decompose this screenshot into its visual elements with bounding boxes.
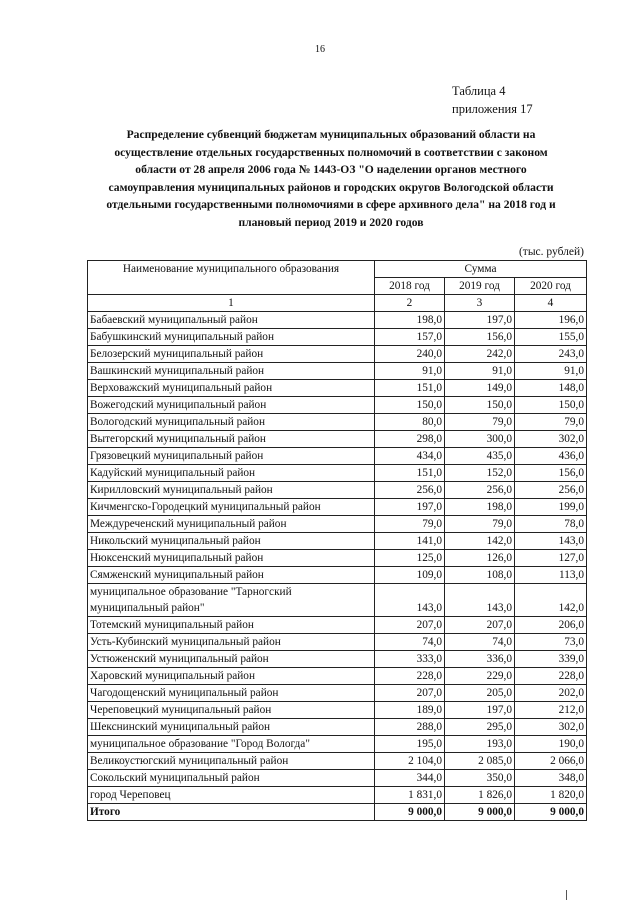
- value-2019-cell: 79,0: [445, 414, 515, 431]
- district-name-cell: Вологодский муниципальный район: [88, 414, 375, 431]
- value-2020-cell: 148,0: [515, 380, 587, 397]
- value-2018-cell: 80,0: [375, 414, 445, 431]
- value-2018-cell: 74,0: [375, 634, 445, 651]
- value-2019-cell: 205,0: [445, 685, 515, 702]
- value-2019-cell: 193,0: [445, 736, 515, 753]
- col-number-1: 1: [88, 295, 375, 312]
- value-2020-cell: 127,0: [515, 550, 587, 567]
- district-name-cell: Бабушкинский муниципальный район: [88, 329, 375, 346]
- table-body: [88, 312, 587, 821]
- value-2020-cell: 155,0: [515, 329, 587, 346]
- value-2019-cell: 79,0: [445, 516, 515, 533]
- district-name-cell: город Череповец: [88, 787, 375, 804]
- value-2019-cell: 435,0: [445, 448, 515, 465]
- col-number-3: 3: [445, 295, 515, 312]
- value-2018-cell: 157,0: [375, 329, 445, 346]
- table-row: [88, 533, 587, 550]
- value-2018-cell: 288,0: [375, 719, 445, 736]
- table-row: [88, 584, 587, 617]
- district-name-cell: Сямженский муниципальный район: [88, 567, 375, 584]
- district-name-cell: Череповецкий муниципальный район: [88, 702, 375, 719]
- value-2020-cell: 212,0: [515, 702, 587, 719]
- value-2018-cell: 2 104,0: [375, 753, 445, 770]
- units-label: (тыс. рублей): [518, 246, 584, 258]
- district-name-cell: Вытегорский муниципальный район: [88, 431, 375, 448]
- table-row: [88, 702, 587, 719]
- district-name-cell: Вожегодский муниципальный район: [88, 397, 375, 414]
- table-row: [88, 770, 587, 787]
- table-row: [88, 414, 587, 431]
- value-2020-cell: 2 066,0: [515, 753, 587, 770]
- table-row: [88, 719, 587, 736]
- value-2019-cell: 197,0: [445, 312, 515, 329]
- district-name-cell: Кичменгско-Городецкий муниципальный район: [88, 499, 375, 516]
- value-2019-cell: 256,0: [445, 482, 515, 499]
- subvention-table: [87, 260, 587, 821]
- document-title: Распределение субвенций бюджетам муниципальных образований области на осуществление отдельных государственных полномочий в соответствии с законом области от 28 апреля 2006 года № 1443-ОЗ "О наделении органов местного самоуправления муниципальных районов и городских округов Вологодской области отдельными государственными полномочиями в сфере архивного дела" на 2018 год и плановый период 2019 и 2020 годов: [106, 128, 556, 229]
- district-name-cell: Междуреченский муниципальный район: [88, 516, 375, 533]
- district-name-cell: муниципальное образование "Тарногский муниципальный район": [88, 584, 375, 617]
- value-2019-cell: 152,0: [445, 465, 515, 482]
- value-2019-cell: 295,0: [445, 719, 515, 736]
- table-row: [88, 550, 587, 567]
- value-2020-cell: 150,0: [515, 397, 587, 414]
- value-2019-cell: 350,0: [445, 770, 515, 787]
- table-row: [88, 736, 587, 753]
- value-2018-cell: 109,0: [375, 567, 445, 584]
- col-number-2: 2: [375, 295, 445, 312]
- district-name-cell: Грязовецкий муниципальный район: [88, 448, 375, 465]
- table-caption: [452, 82, 533, 118]
- value-2020-cell: 256,0: [515, 482, 587, 499]
- value-2018-cell: 1 831,0: [375, 787, 445, 804]
- district-name-cell: Чагодощенский муниципальный район: [88, 685, 375, 702]
- table-row: [88, 634, 587, 651]
- value-2020-cell: 143,0: [515, 533, 587, 550]
- header-year-2018: 2018 год: [375, 278, 445, 295]
- value-2018-cell: 434,0: [375, 448, 445, 465]
- table-row: [88, 516, 587, 533]
- value-2018-cell: 151,0: [375, 380, 445, 397]
- value-2020-cell: 302,0: [515, 719, 587, 736]
- value-2020-cell: 91,0: [515, 363, 587, 380]
- table-row: [88, 346, 587, 363]
- value-2019-cell: 126,0: [445, 550, 515, 567]
- table-row: [88, 363, 587, 380]
- value-2020-cell: 1 820,0: [515, 787, 587, 804]
- value-2019-cell: 150,0: [445, 397, 515, 414]
- header-name: Наименование муниципального образования: [88, 261, 375, 295]
- district-name-cell: Кирилловский муниципальный район: [88, 482, 375, 499]
- value-2018-cell: 228,0: [375, 668, 445, 685]
- value-2019-cell: 143,0: [445, 584, 515, 617]
- district-name-cell: Харовский муниципальный район: [88, 668, 375, 685]
- value-2019-cell: 207,0: [445, 617, 515, 634]
- value-2018-cell: 197,0: [375, 499, 445, 516]
- value-2019-cell: 149,0: [445, 380, 515, 397]
- district-name-cell: муниципальное образование "Город Вологда": [88, 736, 375, 753]
- value-2020-cell: 302,0: [515, 431, 587, 448]
- value-2018-cell: 91,0: [375, 363, 445, 380]
- value-2019-cell: 229,0: [445, 668, 515, 685]
- value-2020-cell: 190,0: [515, 736, 587, 753]
- value-2020-cell: 79,0: [515, 414, 587, 431]
- value-2019-cell: 142,0: [445, 533, 515, 550]
- district-name-cell: Шекснинский муниципальный район: [88, 719, 375, 736]
- value-2020-cell: 202,0: [515, 685, 587, 702]
- value-2018-cell: 189,0: [375, 702, 445, 719]
- value-2019-cell: 108,0: [445, 567, 515, 584]
- value-2020-cell: 348,0: [515, 770, 587, 787]
- value-2019-cell: 9 000,0: [445, 804, 515, 821]
- table-row: [88, 668, 587, 685]
- value-2020-cell: 78,0: [515, 516, 587, 533]
- district-name-cell: Тотемский муниципальный район: [88, 617, 375, 634]
- district-name-cell: Устюженский муниципальный район: [88, 651, 375, 668]
- table-row: [88, 448, 587, 465]
- value-2018-cell: 198,0: [375, 312, 445, 329]
- value-2018-cell: 150,0: [375, 397, 445, 414]
- value-2020-cell: 73,0: [515, 634, 587, 651]
- value-2020-cell: 142,0: [515, 584, 587, 617]
- value-2019-cell: 91,0: [445, 363, 515, 380]
- value-2019-cell: 198,0: [445, 499, 515, 516]
- value-2018-cell: 141,0: [375, 533, 445, 550]
- table-row: [88, 753, 587, 770]
- value-2018-cell: 79,0: [375, 516, 445, 533]
- district-name-cell: Нюксенский муниципальный район: [88, 550, 375, 567]
- value-2019-cell: 242,0: [445, 346, 515, 363]
- value-2018-cell: 125,0: [375, 550, 445, 567]
- value-2020-cell: 199,0: [515, 499, 587, 516]
- value-2019-cell: 336,0: [445, 651, 515, 668]
- table-row: [88, 651, 587, 668]
- table-row: [88, 465, 587, 482]
- value-2018-cell: 298,0: [375, 431, 445, 448]
- value-2020-cell: 206,0: [515, 617, 587, 634]
- col-number-4: 4: [515, 295, 587, 312]
- table-row: [88, 567, 587, 584]
- table-row: [88, 312, 587, 329]
- value-2019-cell: 2 085,0: [445, 753, 515, 770]
- table-row: [88, 397, 587, 414]
- table-row: [88, 329, 587, 346]
- value-2018-cell: 207,0: [375, 685, 445, 702]
- district-name-cell: Верховажский муниципальный район: [88, 380, 375, 397]
- value-2020-cell: 113,0: [515, 567, 587, 584]
- district-name-cell: Итого: [88, 804, 375, 821]
- value-2020-cell: 156,0: [515, 465, 587, 482]
- value-2019-cell: 156,0: [445, 329, 515, 346]
- value-2019-cell: 197,0: [445, 702, 515, 719]
- value-2018-cell: 344,0: [375, 770, 445, 787]
- value-2018-cell: 151,0: [375, 465, 445, 482]
- district-name-cell: Никольский муниципальный район: [88, 533, 375, 550]
- value-2018-cell: 143,0: [375, 584, 445, 617]
- district-name-cell: Белозерский муниципальный район: [88, 346, 375, 363]
- header-year-2019: 2019 год: [445, 278, 515, 295]
- district-name-cell: Вашкинский муниципальный район: [88, 363, 375, 380]
- table-row: [88, 482, 587, 499]
- value-2020-cell: 196,0: [515, 312, 587, 329]
- table-row: [88, 380, 587, 397]
- margin-mark: [566, 890, 567, 900]
- header-year-2020: 2020 год: [515, 278, 587, 295]
- table-row: [88, 431, 587, 448]
- table-row: [88, 499, 587, 516]
- value-2018-cell: 207,0: [375, 617, 445, 634]
- value-2018-cell: 256,0: [375, 482, 445, 499]
- table-row: [88, 617, 587, 634]
- value-2018-cell: 195,0: [375, 736, 445, 753]
- value-2018-cell: 9 000,0: [375, 804, 445, 821]
- district-name-cell: Усть-Кубинский муниципальный район: [88, 634, 375, 651]
- caption-table-number: Таблица 4: [452, 84, 506, 98]
- value-2019-cell: 300,0: [445, 431, 515, 448]
- value-2018-cell: 333,0: [375, 651, 445, 668]
- value-2019-cell: 1 826,0: [445, 787, 515, 804]
- district-name-cell: Сокольский муниципальный район: [88, 770, 375, 787]
- header-sum: Сумма: [375, 261, 587, 278]
- value-2020-cell: 228,0: [515, 668, 587, 685]
- value-2019-cell: 74,0: [445, 634, 515, 651]
- total-row: [88, 804, 587, 821]
- value-2020-cell: 9 000,0: [515, 804, 587, 821]
- caption-appendix: приложения 17: [452, 102, 533, 116]
- page-number: 16: [315, 44, 325, 55]
- district-name-cell: Бабаевский муниципальный район: [88, 312, 375, 329]
- value-2020-cell: 436,0: [515, 448, 587, 465]
- district-name-cell: Кадуйский муниципальный район: [88, 465, 375, 482]
- value-2020-cell: 339,0: [515, 651, 587, 668]
- table-row: [88, 787, 587, 804]
- value-2020-cell: 243,0: [515, 346, 587, 363]
- table-row: [88, 685, 587, 702]
- district-name-cell: Великоустюгский муниципальный район: [88, 753, 375, 770]
- value-2018-cell: 240,0: [375, 346, 445, 363]
